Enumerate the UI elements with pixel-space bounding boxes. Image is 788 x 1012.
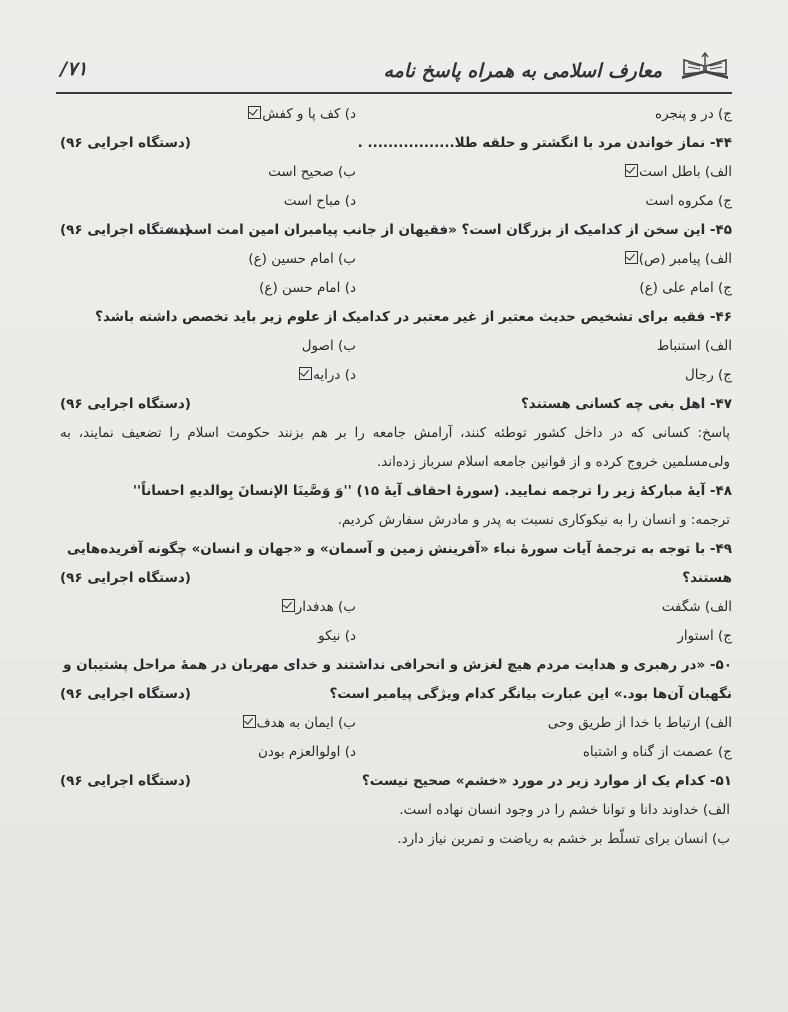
q50-exam-source: (دستگاه اجرایی ۹۶) — [60, 686, 191, 702]
q49-option-j: ج) استوار — [677, 628, 732, 644]
book-logo-icon — [678, 52, 732, 82]
q47-title: ۴۷- اهل بغی چه کسانی هستند؟ (دستگاه اجرایی ۹۶) — [60, 390, 732, 419]
q50-option-d: د) اولوالعزم بودن — [257, 744, 356, 760]
q51-title: ۵۱- کدام یک از موارد زیر در مورد «خشم» صحیح نیست؟ (دستگاه اجرایی ۹۶) — [60, 767, 732, 796]
q46-option-b: ب) اصول — [301, 338, 356, 354]
q50-option-j: ج) عصمت از گناه و اشتباه — [582, 744, 732, 760]
q46-title: ۴۶- فقیه برای تشخیص حدیث معتبر از غیر معتبر در کدامیک از علوم زیر باید تخصص داشته باشد؟ — [95, 309, 732, 325]
q44-option-j: ج) مکروه است — [645, 193, 732, 209]
q45-exam-source: (دستگاه اجرایی ۹۶) — [60, 222, 191, 238]
q46-option-d: د) درایه — [60, 361, 396, 390]
q50-option-a: الف) ارتباط با خدا از طریق وحی — [547, 715, 732, 731]
q49-option-d: د) نیکو — [318, 628, 356, 644]
q46-option-a: الف) استنباط — [656, 338, 732, 354]
q44-option-d: د) مباح است — [283, 193, 356, 209]
q49-title: ۴۹- با توجه به ترجمهٔ آیات سورهٔ نباء «آفرینش زمین و آسمان» و «جهان و انسان» چگونه آفریده‌هایی هستند؟ (دستگاه اجرایی ۹۶) — [60, 535, 732, 593]
q49-option-b: ب) هدفدار — [60, 593, 396, 622]
q51-option-b: ب) انسان برای تسلّط بر خشم به ریاضت و تمرین نیاز دارد. — [397, 831, 730, 847]
checkmark-icon — [248, 106, 261, 119]
q48-title: ۴۸- آیهٔ مبارکهٔ زیر را ترجمه نمایید. (سورهٔ احقاف آیهٔ ۱۵) ''وَ وَصَّینَا الإنسانَ بِوالدیهِ احساناً'' — [132, 483, 732, 499]
q46-option-j: ج) رجال — [684, 367, 732, 383]
q43-options — [60, 100, 732, 129]
q45-options — [60, 245, 732, 303]
checkmark-icon — [282, 599, 295, 612]
questions-content — [60, 100, 732, 854]
q48-answer: ترجمه: و انسان را به نیکوکاری نسبت به پدر و مادرش سفارش کردیم. — [337, 512, 730, 528]
q49-options — [60, 593, 732, 651]
q45-option-d: د) امام حسن (ع) — [259, 280, 356, 296]
q44-option-a: الف) باطل است — [396, 158, 732, 187]
q45-option-j: ج) امام علی (ع) — [639, 280, 732, 296]
q47-exam-source: (دستگاه اجرایی ۹۶) — [60, 396, 191, 412]
q47-answer: پاسخ: کسانی که در داخل کشور توطئه کنند، آرامش جامعه را بر هم بزنند حکومت اسلام را تضعیف نمایند، به ولی‌مسلمین خروج کرده و از قوانین جامعه اسلام سرباز زده‌اند. — [60, 425, 730, 470]
q51-option-a: الف) خداوند دانا و توانا خشم را در وجود انسان نهاده است. — [399, 802, 730, 818]
q50-option-b: ب) ایمان به هدف — [60, 709, 396, 738]
book-title: معارف اسلامی به همراه پاسخ نامه — [383, 60, 662, 82]
q43-option-j: ج) در و پنجره — [655, 106, 732, 122]
q51-exam-source: (دستگاه اجرایی ۹۶) — [60, 773, 191, 789]
q45-title: ۴۵- این سخن از کدامیک از بزرگان است؟ «فقیهان از جانب پیامبران امین امت است.» (دستگاه اجرایی ۹۶) — [60, 216, 732, 245]
q44-title: ۴۴- نماز خواندن مرد با انگشتر و حلقه طلا................. . (دستگاه اجرایی ۹۶) — [60, 129, 732, 158]
q46-options — [60, 332, 732, 390]
q44-exam-source: (دستگاه اجرایی ۹۶) — [60, 135, 191, 151]
checkmark-icon — [625, 251, 638, 264]
q45-option-b: ب) امام حسین (ع) — [248, 251, 356, 267]
q44-options — [60, 158, 732, 216]
checkmark-icon — [243, 715, 256, 728]
q43-option-d: د) کف پا و کفش — [60, 100, 396, 129]
q49-option-a: الف) شگفت — [661, 599, 732, 615]
q49-exam-source: (دستگاه اجرایی ۹۶) — [60, 570, 191, 586]
checkmark-icon — [625, 164, 638, 177]
checkmark-icon — [299, 367, 312, 380]
page-header — [56, 40, 732, 94]
q50-options — [60, 709, 732, 767]
q45-option-a: الف) پیامبر (ص) — [396, 245, 732, 274]
q50-title: ۵۰- «در رهبری و هدایت مردم هیچ لغزش و انحرافی نداشتند و خدای مهربان در همهٔ مراحل پشتیبان و نگهبان آن‌ها بود.» این عبارت بیانگر کدام ویژگی پیامبر است؟ (دستگاه اجرایی ۹۶) — [60, 651, 732, 709]
page-number: ۷۱/ — [60, 58, 88, 80]
q44-option-b: ب) صحیح است — [268, 164, 356, 180]
